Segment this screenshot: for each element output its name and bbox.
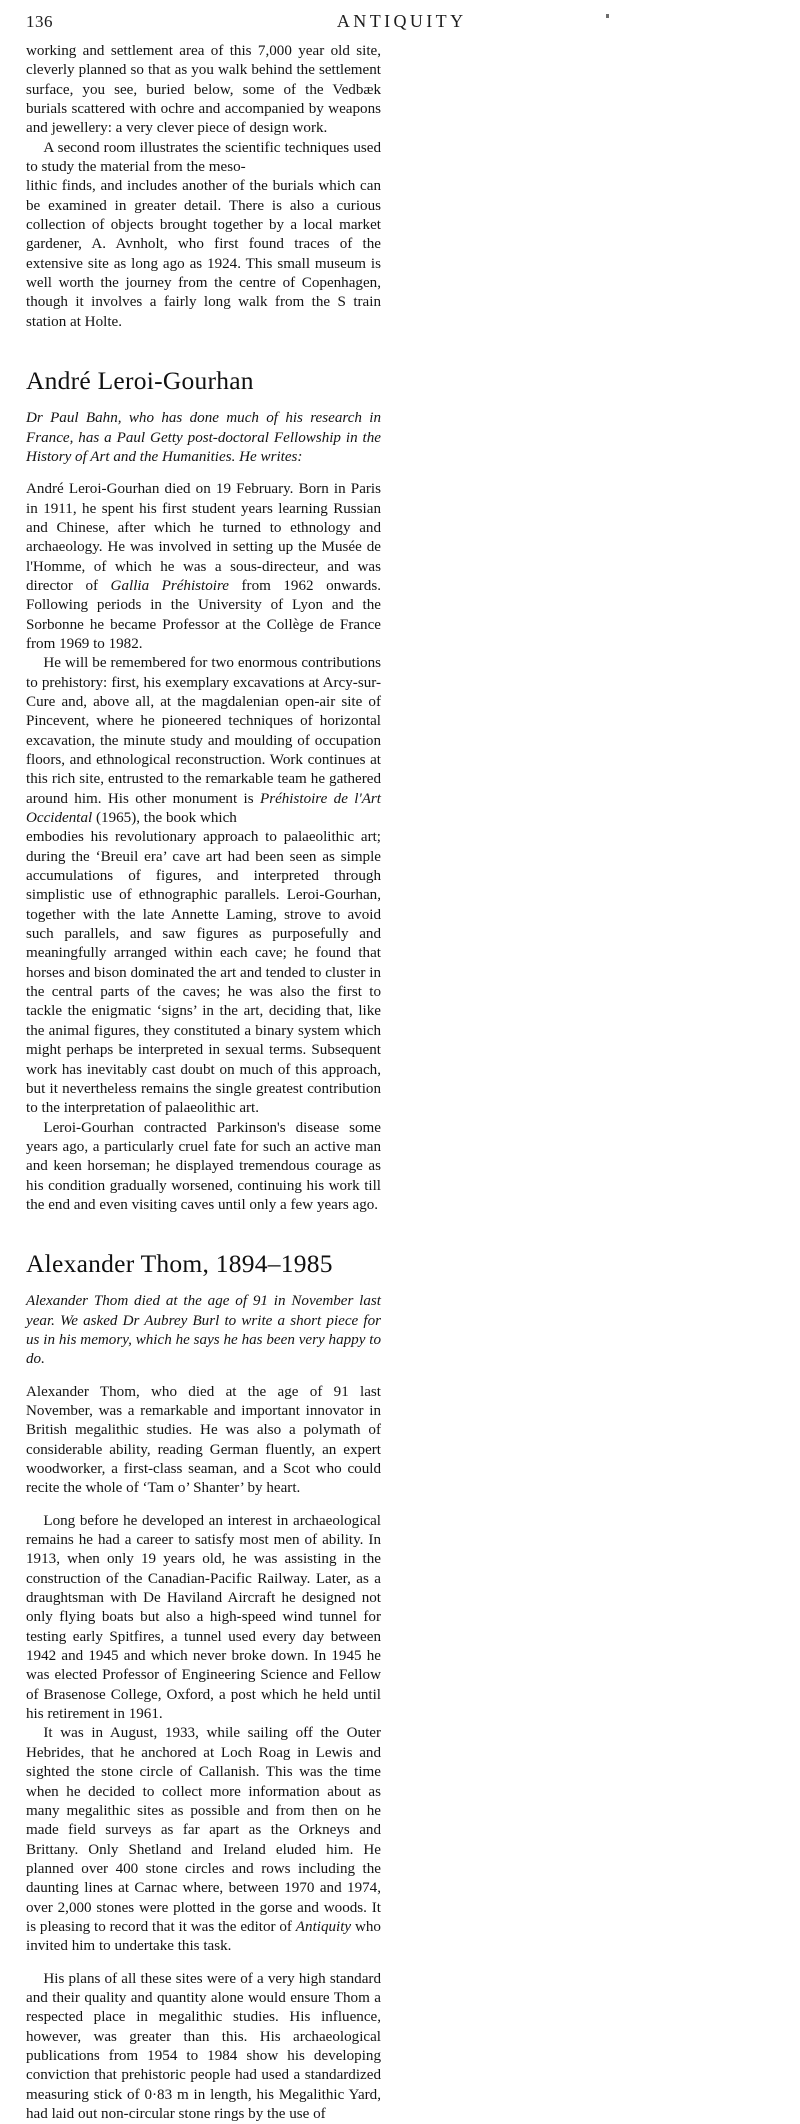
article-vedbaek-continuation (26, 42, 381, 332)
paragraph-body: Leroi-Gourhan contracted Parkinson's disease some years ago, a particularly cruel fate for such an active man and keen horseman; he displayed tremendous courage as his condition gradually worsened, continuing his work till the end and even visiting caves until only a few years ago. (26, 1119, 381, 1213)
paragraph-spacer (26, 1957, 381, 1970)
paragraph-spacer (26, 1499, 381, 1512)
paragraph-body: He will be remembered for two enormous contributions to prehistory: first, his exemplary excavations at Arcy-sur-Cure and, above all, at the magdalenian open-air site of Pincevent, where he pioneered techniques of horizontal excavation, the minute study and moulding of occupation floors, and ethnological reconstruction. Work continues at this rich site, entrusted to the remarkable team he gathered around him. His other monument is Préhistoire de l'Art Occidental (1965), the book which (26, 655, 382, 827)
page-number: 136 (26, 12, 53, 31)
article-alexander-thom (26, 1249, 381, 2124)
section-heading-leroi-gourhan: André Leroi-Gourhan (26, 366, 254, 396)
standfirst-spacer (26, 1370, 381, 1383)
section-spacer (26, 332, 381, 366)
paragraph-continuation-right: lithic finds, and includes another of the burials which can be examined in greater detail. There is also a curious collection of objects brought together by a local market gardener, A. Avnholt, who first found traces of the extensive site as long ago as 1924. This small museum is well worth the journey from the centre of Copenhagen, though it involves a fairly long walk from the S train station at Holte. (26, 178, 381, 330)
standfirst-leroi-gourhan: Dr Paul Bahn, who has done much of his research in France, has a Paul Getty post-doctoral Fellowship in the History of Art and the Humanities. He writes: (26, 410, 381, 465)
article-andre-leroi-gourhan (26, 366, 381, 1215)
paragraph-body: embodies his revolutionary approach to palaeolithic art; during the ‘Breuil era’ cave art had been seen as simple accumulations of figures, and interpreted through simplistic use of ethnographic parallels. Leroi-Gourhan, together with the late Annette Laming, strove to avoid such parallels, and saw figures as purposefully and meaningfully arranged within each cave; he found that horses and bison dominated the art and tended to cluster in the central parts of the caves; he was also the first to tackle the enigmatic ‘signs’ in the art, deciding that, like the animal figures, they constituted a binary system which might perhaps be interpreted in sexual terms. Subsequent work has inevitably cast doubt on much of this approach, but it nevertheless remains the single greatest contribution to the interpretation of palaeolithic art. (26, 829, 381, 1117)
running-head (26, 8, 774, 42)
journal-title: ANTIQUITY (336, 11, 467, 31)
scan-artifact-speck (606, 14, 609, 18)
standfirst-alexander-thom: Alexander Thom died at the age of 91 in November last year. We asked Dr Aubrey Burl to write a short piece for us in his memory, which he says he has been very happy to do. (26, 1293, 381, 1368)
paragraph-body: Long before he developed an interest in archaeological remains he had a career to satisfy most men of ability. In 1913, when only 19 years old, he was assisting in the construction of the Canadian-Pacific Railway. Later, as a draughtsman with De Haviland Aircraft he designed not only flying boats but also a high-speed wind tunnel for testing early Spitfires, a tunnel used every day between 1942 and 1945 and which never broke down. In 1945 he was elected Professor of Engineering Science and Fellow of Brasenose College, Oxford, a post which he held until his retirement in 1961. (26, 1512, 381, 1723)
standfirst-spacer (26, 467, 381, 480)
section-heading-alexander-thom: Alexander Thom, 1894–1985 (26, 1249, 333, 1279)
paragraph-body: His plans of all these sites were of a very high standard and their quality and quantity alone would ensure Thom a respected place in megalithic studies. His influence, however, was greater than this. His archaeological publications from 1954 to 1984 show his developing conviction that prehistoric people had used a standardized measuring stick of 0·83 m in length, his Megalithic Yard, had laid out non-circular stone rings by the use of (26, 1970, 381, 2122)
paragraph-body: It was in August, 1933, while sailing off the Outer Hebrides, that he anchored at Loch Roag in Lewis and sighted the stone circle of Callanish. This was the time when he decided to collect more information about as many megalithic sites as possible and from then on he made field surveys as far apart as the Orkneys and Brittany. Only Shetland and Ireland eluded him. He planned over 400 stone circles and rows including the daunting lines at Carnac where, between 1970 and 1974, over 2,000 stones were plotted in the gorse and woods. It is pleasing to record that it was the editor of Antiquity who invited him to undertake this task. (26, 1725, 381, 1955)
journal-page (0, 8, 800, 2122)
heading-spacer (26, 396, 381, 409)
paragraph-continuation: working and settlement area of this 7,000 year old site, cleverly planned so that as you walk behind the settlement surface, you see, buried below, some of the Vedbæk burials scattered with ochre and accompanied by weapons and jewellery: a very clever piece of design work. (26, 43, 381, 137)
paragraph-body: Alexander Thom, who died at the age of 91 last November, was a remarkable and important innovator in British megalithic studies. He was also a polymath of considerable ability, reading German fluently, an expert woodworker, a first-class seaman, and a Scot who could recite the whole of ‘Tam o’ Shanter’ by heart. (26, 1383, 381, 1497)
paragraph-body: André Leroi-Gourhan died on 19 February. Born in Paris in 1911, he spent his first student years learning Russian and Chinese, after which he turned to ethnology and archaeology. He was involved in setting up the Musée de l'Homme, of which he was a sous-directeur, and was director of Gallia Préhistoire from 1962 onwards. Following periods in the University of Lyon and the Sorbonne he became Professor at the Collège de France from 1969 to 1982. (26, 481, 381, 652)
section-spacer (26, 1215, 381, 1249)
paragraph-body: A second room illustrates the scientific techniques used to study the material from the meso- (26, 139, 381, 176)
heading-spacer (26, 1279, 381, 1292)
two-column-body (26, 42, 774, 2124)
